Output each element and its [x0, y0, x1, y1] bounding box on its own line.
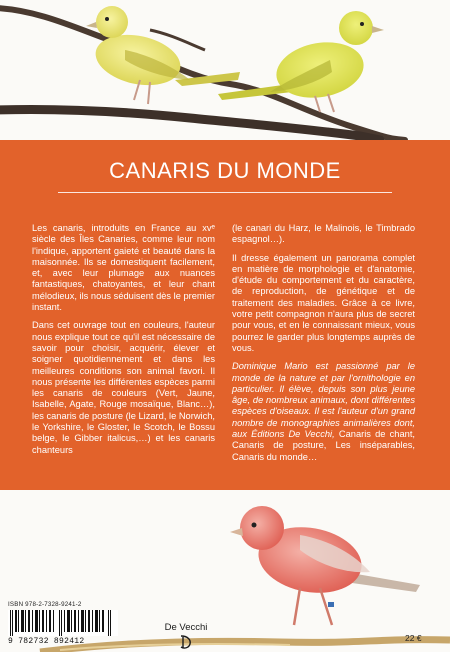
- publisher-name: De Vecchi: [164, 622, 208, 633]
- author-titles: Canaris de chant, Canaris de posture, Les inséparables, Canaris du monde…: [232, 429, 415, 462]
- photo-two-yellow-canaries: [0, 0, 450, 140]
- publisher-logo: [156, 618, 216, 652]
- isbn-number: ISBN 978-2-7328-9241-2: [8, 601, 82, 608]
- price-label: 22 €: [405, 633, 422, 643]
- intro-paragraph: Les canaris, introduits en France au xvᵉ siècle des Îles Canaries, comme leur nom l'indique, apportent gaieté et beauté dans la maisonnée. Ils se domestiquent facilement, et, avec leur plumage aux nuances fantastiques, chatoyantes, et leur chant mélodieux, ils nous séduisent dès le premier instant.: [32, 223, 215, 313]
- panorama-paragraph: Il dresse également un panorama complet en matière de morphologie et d'anatomie, d'étude du comportement et du caractère, de reproduction, de génétique et de traitement des maladies. Grâce à ce livre, votre petit compagnon n'aura plus de secret pour vous, et en le connaissant mieux, vous pourrez le garder plus longtemps auprès de vous.: [232, 252, 415, 353]
- yellow-canary-right: [218, 11, 384, 112]
- content-paragraph: Dans cet ouvrage tout en couleurs, l'auteur nous explique tout ce qu'il est nécessaire de savoir pour choisir, acquérir, élever et soigner quotidiennement et dans les meilleures conditions son animal favori. Il nous présente les différentes espèces parmi les canaris de couleurs (Vert, Jaune, Isabelle, Agate, Rouge mosaïque, Blanc…), les canaris de posture (le Lizard, le Norwich, le Yorkshire, le Gloster, le Scotch, le Bossu belge, le Gibber italicus,…) et les canaris chanteurs: [32, 320, 215, 455]
- yellow-canary-left: [86, 6, 240, 104]
- publisher-mark-icon: [178, 634, 194, 650]
- barcode-graphic: [8, 610, 118, 636]
- author-name: Dominique Mario: [232, 361, 308, 372]
- red-canary: [230, 506, 420, 625]
- isbn-block: [8, 601, 120, 646]
- author-paragraph: [232, 361, 415, 463]
- title-divider: [58, 192, 392, 193]
- author-bio: est passionné par le monde de la nature et par l'ornithologie en particulier. Il élève, depuis son plus jeune âge, de nombreux animaux, dont différentes espèces d'oiseaux. Il est l'auteur d'un grand nombre de monographies animalières dont, aux Éditions De Vecchi,: [232, 361, 415, 440]
- book-title: CANARIS DU MONDE: [109, 158, 341, 183]
- column-right: [232, 223, 415, 470]
- barcode-digits: 9 782732 892412: [8, 637, 85, 646]
- yellow-canaries-illustration: [0, 0, 450, 140]
- photo-red-canary: [0, 490, 450, 652]
- text-band: [0, 140, 450, 490]
- column-left: [32, 223, 215, 463]
- continuation-paragraph: (le canari du Harz, le Malinois, le Timbrado espagnol…).: [232, 223, 415, 245]
